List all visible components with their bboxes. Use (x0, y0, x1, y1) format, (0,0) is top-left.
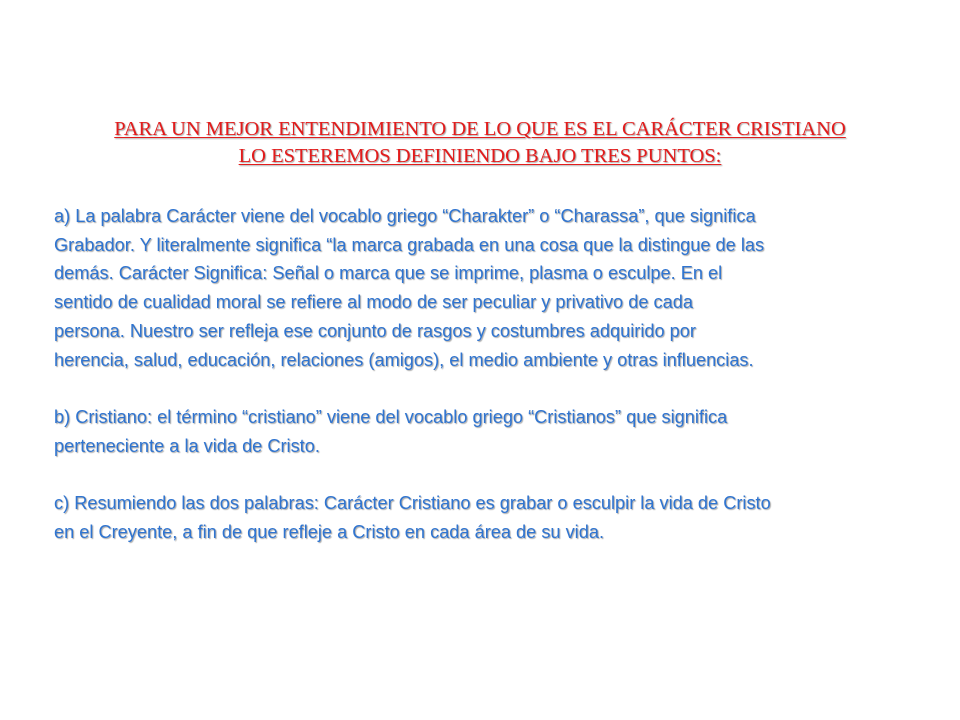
paragraph-c-line: c) Resumiendo las dos palabras: Carácter Cristiano es grabar o esculpir la vida de Cristo (54, 493, 771, 513)
paragraph-spacer (54, 460, 920, 489)
paragraph-a-line: demás. Carácter Significa: Señal o marca que se imprime, plasma o esculpe. En el (54, 263, 723, 284)
paragraph-a-line: herencia, salud, educación, relaciones (amigos), el medio ambiente y otras influencias. (54, 349, 754, 370)
slide-heading (40, 116, 920, 170)
paragraph-a-line: sentido de cualidad moral se refiere al modo de ser peculiar y privativo de cada (54, 292, 693, 313)
slide-body (54, 202, 920, 546)
paragraph-a-line: a) La palabra Carácter viene del vocablo griego “Charakter” o “Charassa”, que significa (54, 206, 756, 226)
paragraph-b-line: b) Cristiano: el término “cristiano” viene del vocablo griego “Cristianos” que significa (54, 406, 728, 427)
paragraph-c (54, 489, 920, 546)
paragraph-c-line: en el Creyente, a fin de que refleje a Cristo en cada área de su vida. (54, 521, 605, 542)
paragraph-b (54, 403, 920, 460)
paragraph-a (54, 202, 920, 374)
heading-line-2: LO ESTEREMOS DEFINIENDO BAJO TRES PUNTOS: (238, 145, 722, 167)
heading-line-1: PARA UN MEJOR ENTENDIMIENTO DE LO QUE ES EL CARÁCTER CRISTIANO (114, 118, 846, 140)
paragraph-a-line: Grabador. Y literalmente significa “la marca grabada en una cosa que la distingue de las (54, 234, 765, 255)
paragraph-a-line: persona. Nuestro ser refleja ese conjunto de rasgos y costumbres adquirido por (54, 320, 696, 341)
paragraph-spacer (54, 374, 920, 403)
paragraph-b-line: perteneciente a la vida de Cristo. (54, 435, 320, 456)
